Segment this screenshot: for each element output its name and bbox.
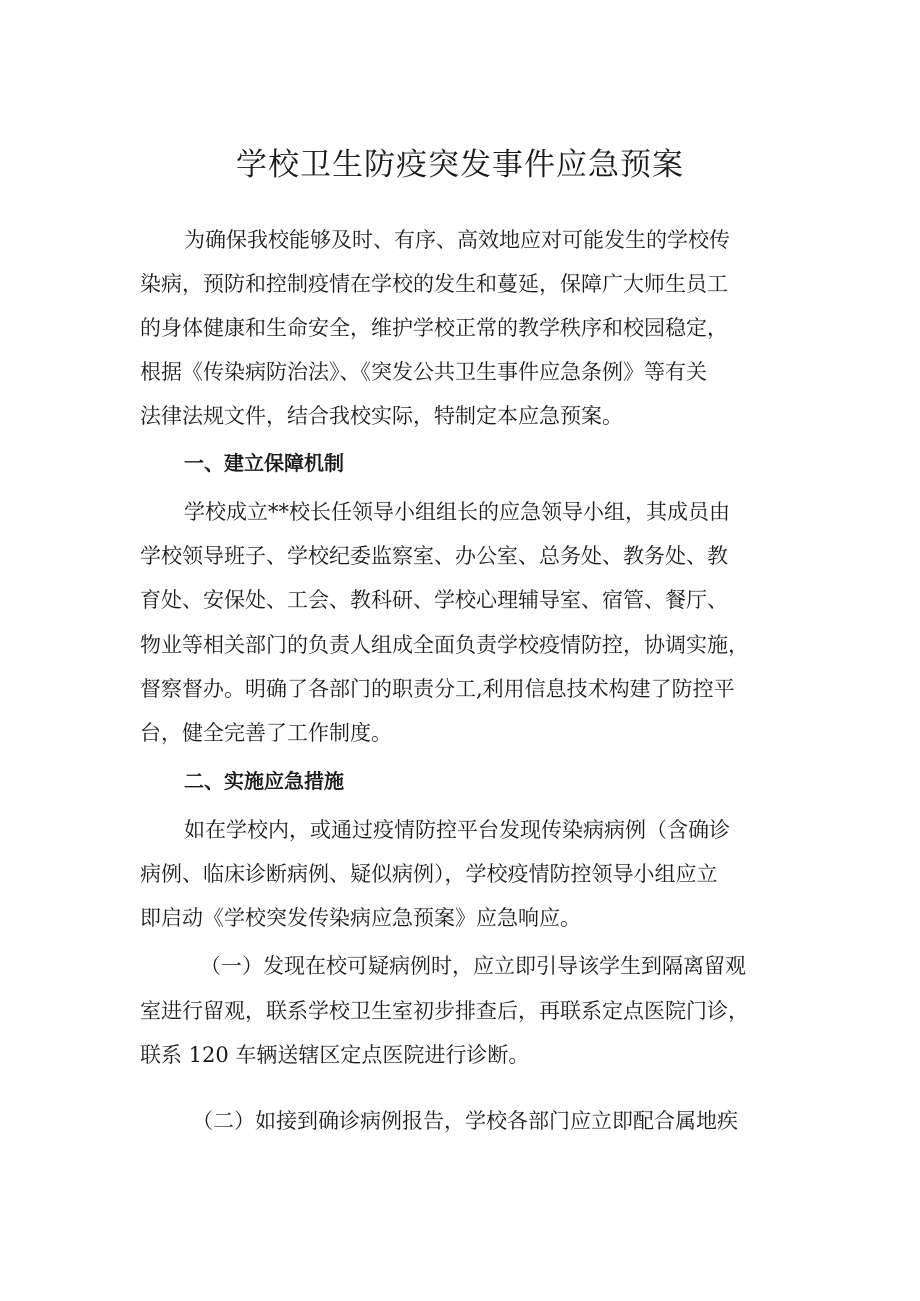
section-2-line-1: 如在学校内，或通过疫情防控平台发现传染病病例（含确诊 — [184, 818, 730, 842]
item-1-line-3: 联系 120 车辆送辖区定点医院进行诊断。 — [140, 1043, 530, 1067]
intro-line-3: 的身体健康和生命安全，维护学校正常的教学秩序和校园稳定， — [140, 316, 728, 340]
section-1-line-2: 学校领导班子、学校纪委监察室、办公室、总务处、教务处、教 — [140, 544, 728, 568]
section-1-line-6: 台，健全完善了工作制度。 — [140, 721, 392, 745]
section-1-line-3: 育处、安保处、工会、教科研、学校心理辅导室、宿管、餐厅、 — [140, 588, 728, 612]
section-1-heading: 一、建立保障机制 — [184, 451, 344, 475]
section-2-line-2: 病例、临床诊断病例、疑似病例），学校疫情防控领导小组应立 — [140, 862, 718, 886]
intro-line-1: 为确保我校能够及时、有序、高效地应对可能发生的学校传 — [184, 228, 730, 252]
intro-line-4: 根据《传染病防治法》、《突发公共卫生事件应急条例》等有关 — [140, 360, 707, 384]
section-2-line-3: 即启动《学校突发传染病应急预案》应急响应。 — [140, 906, 581, 930]
document-title: 学校卫生防疫突发事件应急预案 — [236, 147, 684, 183]
section-1-line-1: 学校成立**校长任领导小组组长的应急领导小组，其成员由 — [184, 500, 730, 524]
section-1-line-4: 物业等相关部门的负责人组成全面负责学校疫情防控，协调实施， — [140, 633, 749, 657]
item-1-line-1: （一）发现在校可疑病例时，应立即引导该学生到隔离留观 — [200, 954, 746, 978]
item-2-line-1: （二）如接到确诊病例报告，学校各部门应立即配合属地疾 — [192, 1109, 738, 1133]
section-2-heading: 二、实施应急措施 — [184, 769, 344, 793]
intro-line-5: 法律法规文件，结合我校实际，特制定本应急预案。 — [140, 404, 623, 428]
intro-line-2: 染病，预防和控制疫情在学校的发生和蔓延，保障广大师生员工 — [140, 272, 728, 296]
section-1-line-5: 督察督办。明确了各部门的职责分工,利用信息技术构建了防控平 — [140, 677, 735, 701]
item-1-line-2: 室进行留观，联系学校卫生室初步排查后，再联系定点医院门诊， — [140, 999, 749, 1023]
